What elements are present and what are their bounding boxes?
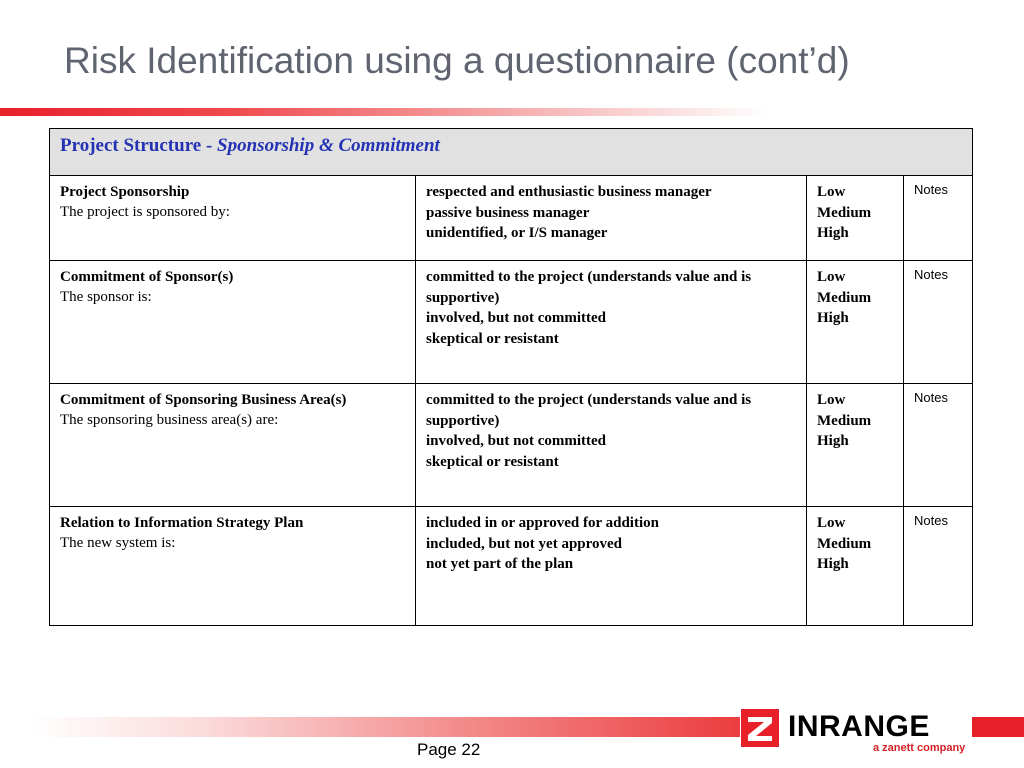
question-description: The project is sponsored by: — [60, 204, 230, 220]
question-title: Commitment of Sponsor(s) — [60, 269, 234, 285]
question-description: The sponsor is: — [60, 289, 152, 305]
page-number: Page 22 — [417, 740, 481, 759]
table-row — [50, 261, 973, 384]
question-title: Project Sponsorship — [60, 184, 190, 200]
footer-divider — [30, 717, 740, 737]
logo-name: INRANGE — [788, 710, 930, 743]
notes-cell[interactable]: Notes — [904, 384, 973, 507]
question-title: Commitment of Sponsoring Business Area(s) — [60, 392, 347, 408]
answer-option[interactable]: passive business manager — [426, 204, 590, 221]
risk-level: High — [817, 556, 849, 572]
table-row — [50, 384, 973, 507]
question-description: The new system is: — [60, 535, 176, 551]
risk-level-cell — [807, 176, 904, 261]
logo-tagline: a zanett company — [873, 742, 966, 754]
options-cell — [416, 176, 807, 261]
notes-cell[interactable]: Notes — [904, 176, 973, 261]
risk-level: High — [817, 310, 849, 326]
answer-option[interactable]: unidentified, or I/S manager — [426, 225, 608, 241]
risk-level-cell — [807, 507, 904, 626]
options-cell — [416, 261, 807, 384]
risk-level-cell — [807, 384, 904, 507]
header-subsection: Sponsorship & Commitment — [217, 135, 440, 156]
answer-option[interactable]: committed to the project (understands value and is supportive) — [426, 269, 752, 306]
header-section: Project Structure - — [60, 135, 218, 156]
notes-cell[interactable]: Notes — [904, 507, 973, 626]
slide-title: Risk Identification using a questionnaire (cont’d) — [64, 40, 850, 81]
title-divider — [0, 108, 770, 116]
risk-level: Low — [817, 515, 846, 531]
logo-mark-icon — [741, 709, 779, 747]
risk-level: High — [817, 433, 849, 449]
footer-divider-right — [972, 717, 1024, 737]
answer-option[interactable]: included in or approved for addition — [426, 515, 659, 531]
answer-option[interactable]: skeptical or resistant — [426, 453, 559, 470]
notes-cell[interactable]: Notes — [904, 261, 973, 384]
table-row — [50, 507, 973, 626]
question-cell — [50, 507, 416, 626]
risk-level: Medium — [817, 535, 872, 552]
risk-level: High — [817, 225, 849, 241]
answer-option[interactable]: not yet part of the plan — [426, 556, 574, 572]
answer-option[interactable]: committed to the project (understands value and is supportive) — [426, 392, 752, 429]
company-logo — [741, 709, 972, 757]
answer-option[interactable]: involved, but not committed — [426, 310, 606, 326]
risk-level: Medium — [817, 412, 872, 429]
answer-option[interactable]: involved, but not committed — [426, 433, 606, 449]
question-cell — [50, 384, 416, 507]
question-title: Relation to Information Strategy Plan — [60, 515, 304, 531]
risk-level: Low — [817, 269, 846, 285]
risk-level: Low — [817, 184, 846, 200]
risk-level-cell — [807, 261, 904, 384]
risk-level: Medium — [817, 289, 872, 306]
question-description: The sponsoring business area(s) are: — [60, 412, 279, 428]
options-cell — [416, 384, 807, 507]
answer-option[interactable]: respected and enthusiastic business manager — [426, 184, 712, 200]
risk-questionnaire-table — [49, 128, 973, 626]
table-row — [50, 176, 973, 261]
table-header — [50, 129, 973, 176]
risk-level: Medium — [817, 204, 872, 221]
answer-option[interactable]: included, but not yet approved — [426, 535, 623, 552]
risk-level: Low — [817, 392, 846, 408]
answer-option[interactable]: skeptical or resistant — [426, 330, 559, 347]
question-cell — [50, 176, 416, 261]
options-cell — [416, 507, 807, 626]
question-cell — [50, 261, 416, 384]
